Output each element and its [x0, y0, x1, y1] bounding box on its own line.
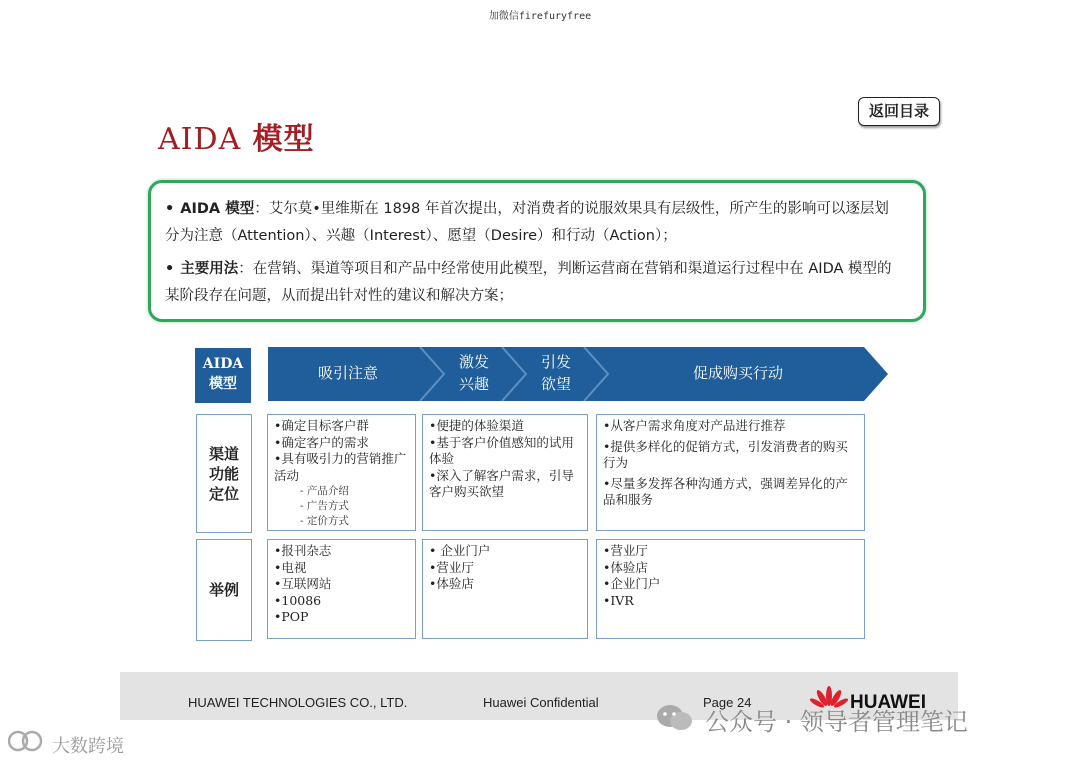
stage-desire: 引发欲望	[540, 353, 571, 393]
cell-attention-examples: •报刊杂志 •电视 •互联网站 •10086 •POP	[267, 539, 416, 639]
stage-action: 促成购买行动	[692, 364, 783, 382]
back-to-contents-button[interactable]: 返回目录	[858, 97, 940, 126]
title-cn: 模型	[241, 122, 315, 157]
row-label-channel-function: 渠道功能定位	[196, 414, 252, 533]
summary-text-2: ：在营销、渠道等项目和产品中经常使用此模型，判断运营商在营销和渠道运行过程中在 AIDA 模型的某阶段存在问题，从而提出针对性的建议和解决方案；	[165, 261, 892, 304]
top-note: 加微信firefuryfree	[488, 11, 592, 22]
aida-header-cell: AIDA 模型	[195, 348, 251, 403]
cell-action-function: •从客户需求角度对产品进行推荐 •提供多样化的促销方式，引发消费者的购买行为 •尽量多发挥各种沟通方式，强调差异化的产品和服务	[596, 414, 865, 531]
cell-interest-desire-examples: • 企业门户 •营业厅 •体验店	[422, 539, 588, 639]
huawei-brand: HUAWEI	[850, 692, 926, 713]
footer-page-number: Page 24	[703, 695, 752, 710]
summary-box	[148, 180, 926, 322]
footer-confidential: Huawei Confidential	[483, 695, 599, 710]
stage-interest: 激发兴趣	[458, 353, 489, 393]
cell-attention-function: •确定目标客户群 •确定客户的需求 •具有吸引力的营销推广活动 - 产品介绍 - 广告方式 - 定价方式	[267, 414, 416, 531]
row-label-examples: 举例	[196, 539, 252, 641]
cell-interest-desire-function: •便捷的体验渠道 •基于客户价值感知的试用体验 •深入了解客户需求，引导客户购买欲望	[422, 414, 588, 531]
wechat-icon	[655, 703, 695, 737]
footer-company: HUAWEI TECHNOLOGIES CO., LTD.	[188, 695, 408, 710]
summary-paragraph-2: • 主要用法：在营销、渠道等项目和产品中经常使用此模型，判断运营商在营销和渠道运行过程中在 AIDA 模型的某阶段存在问题，从而提出针对性的建议和解决方案；	[165, 261, 892, 304]
summary-key-2: 主要用法	[180, 261, 239, 277]
page-title	[158, 114, 315, 158]
stage-attention: 吸引注意	[317, 364, 378, 382]
summary-text-1: ：艾尔莫•里维斯在 1898 年首次提出，对消费者的说服效果具有层级性，所产生的影响可以逐层划分为注意（Attention）、兴趣（Interest）、愿望（Desire）和行动（Action）；	[165, 201, 889, 244]
watermark-account: 公众号 · 领导者管理笔记	[705, 708, 968, 736]
cell-action-examples: •营业厅 •体验店 •企业门户 •IVR	[596, 539, 865, 639]
watermark-logo-icon	[8, 728, 50, 758]
stage-band	[268, 347, 890, 405]
title-latin: AIDA	[158, 122, 242, 157]
summary-key-1: AIDA 模型	[180, 201, 255, 217]
watermark-site: 大数跨境	[52, 736, 124, 757]
summary-paragraph-1: • AIDA 模型：艾尔莫•里维斯在 1898 年首次提出，对消费者的说服效果具有层级性，所产生的影响可以逐层划分为注意（Attention）、兴趣（Interest）、愿望（Desire）和行动（Action）；	[165, 201, 889, 244]
